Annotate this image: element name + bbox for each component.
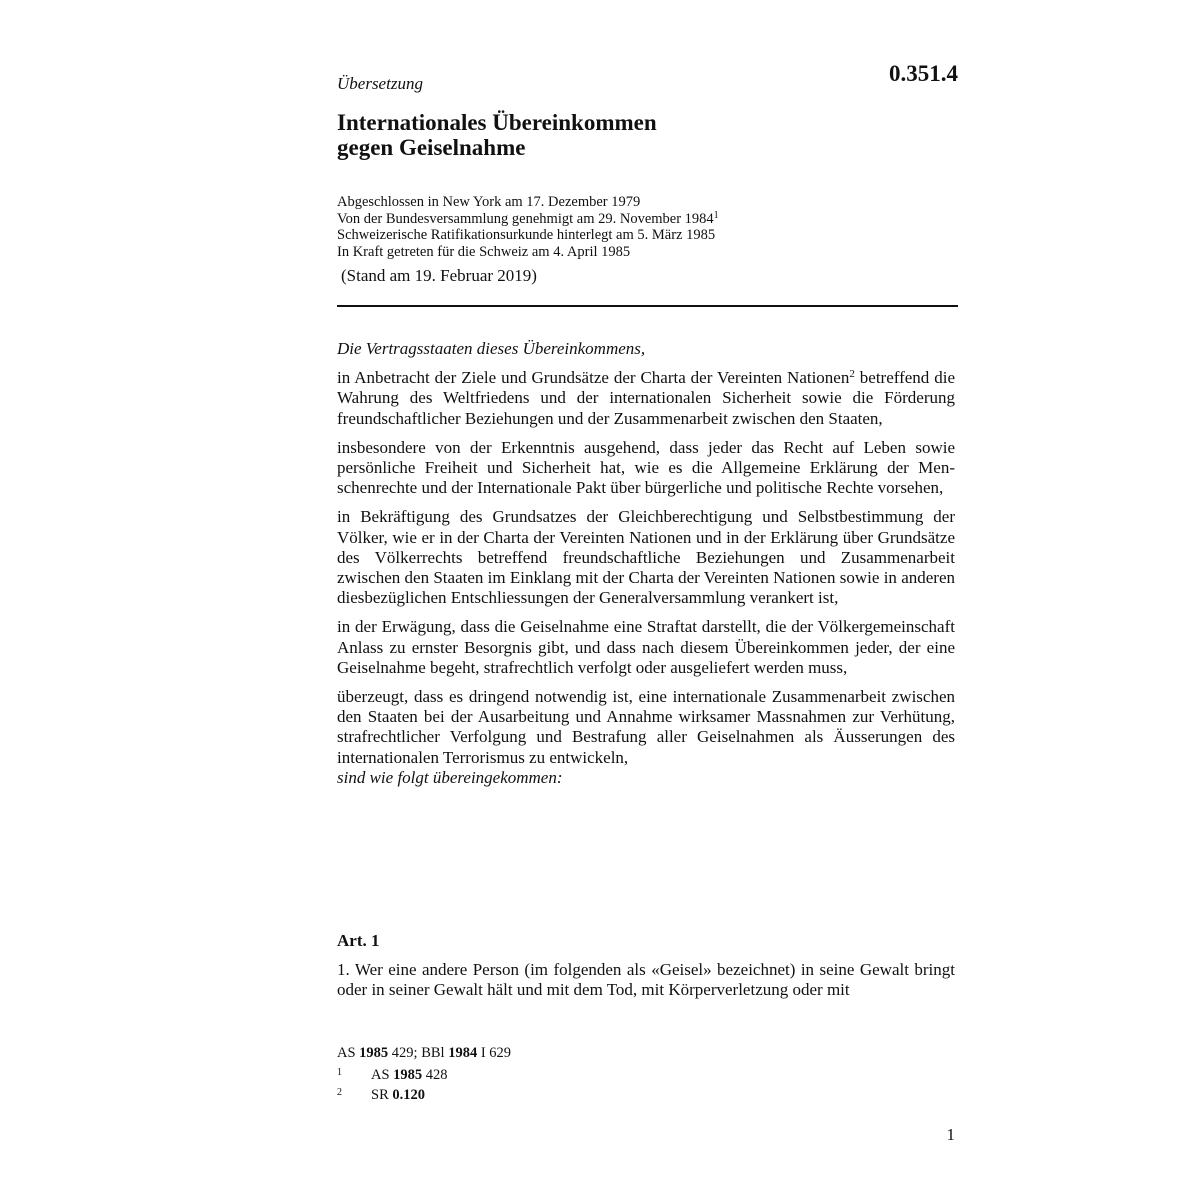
footnote-2-label: SR xyxy=(371,1087,393,1103)
in-force-date: In Kraft getreten für die Schweiz am 4. April 1985 xyxy=(337,243,631,260)
preamble-intro: Die Vertragsstaaten dieses Übereinkommens, xyxy=(337,339,646,358)
footnote-2-number: 2 xyxy=(337,1087,342,1098)
treaty-metadata xyxy=(337,194,957,260)
preamble-paragraph-5: überzeugt, dass es dringend notwendig ist, eine internationale Zusammenarbeit zwischen den Staaten bei der Ausarbeitung und Annahme wirksamer Massnahmen zur Verhütung, strafrechtlicher Verfolgung und Bestrafung aller Geiselnahmen als Äusserungen des internationalen Terrorismus zu entwickeln, xyxy=(337,687,955,767)
footnote-1 xyxy=(337,1064,957,1084)
article-1-paragraph-1: 1. Wer eine andere Person (im folgenden als «Geisel» bezeichnet) in seine Gewalt bringt oder in seiner Gewalt hält und mit dem Tod, mit Körperverletzung oder mit xyxy=(337,960,955,1000)
footnote-ref-2[interactable]: 2 xyxy=(849,368,855,381)
source-as-label: AS xyxy=(337,1045,360,1061)
article-1-heading: Art. 1 xyxy=(337,931,380,950)
footnote-1-year: 1985 xyxy=(393,1067,423,1083)
document-title xyxy=(337,110,957,160)
footnote-1-label: AS xyxy=(371,1067,394,1083)
approval-date xyxy=(337,211,957,228)
source-as-page: 429; BBl xyxy=(388,1045,449,1061)
preamble-closing: sind wie folgt übereingekommen: xyxy=(337,767,563,787)
source-bbl-year: 1984 xyxy=(448,1045,478,1061)
source-reference xyxy=(337,1045,957,1062)
concluded-date: Abgeschlossen in New York am 17. Dezember 1979 xyxy=(337,194,641,210)
preamble xyxy=(337,339,955,788)
footnote-ref-1[interactable]: 1 xyxy=(713,209,719,221)
footnote-1-page: 428 xyxy=(422,1067,448,1083)
preamble-paragraph-2: insbesondere von der Erkenntnis ausgehend, dass jeder das Recht auf Leben sowie persönliche Freiheit und Sicherheit hat, wie es die Allgemeine Erklärung der Menschenrechte und der Internationale Pakt über bürgerliche und politische Rechte vorsehen, xyxy=(337,437,955,498)
page-number: 1 xyxy=(946,1125,955,1144)
source-as-year: 1985 xyxy=(359,1045,389,1061)
document-title-line-1: Internationales Übereinkommen xyxy=(337,110,657,135)
document-title-line-2: gegen Geiselnahme xyxy=(337,135,526,160)
sr-number: 0.351.4 xyxy=(889,61,958,86)
preamble-paragraph-1 xyxy=(337,368,955,429)
footnotes xyxy=(337,1045,957,1104)
preamble-paragraph-1-part-b: betreffend die Wahrung des Weltfriedens und der internationalen Sicherheit sowie die Förderung freundschaftlicher Beziehungen und der Zusammenarbeit zwischen den Staaten, xyxy=(337,368,955,428)
footnote-1-number: 1 xyxy=(337,1067,342,1078)
footnote-2 xyxy=(337,1084,957,1104)
ratification-date: Schweizerische Ratifikationsurkunde hinterlegt am 5. März 1985 xyxy=(337,227,716,243)
status-date: (Stand am 19. Februar 2019) xyxy=(341,266,537,285)
footnote-2-ref[interactable]: 0.120 xyxy=(392,1087,425,1103)
preamble-paragraph-4: in der Erwägung, dass die Geiselnahme eine Straftat darstellt, die der Völkergemeinschaft Anlass zu ernster Besorgnis gibt, und dass nach diesem Übereinkommen jeder, der eine Geiselnahme begeht, strafrechtlich verfolgt oder ausgeliefert werden muss, xyxy=(337,617,955,677)
preamble-paragraph-3: in Bekräftigung des Grundsatzes der Gleichberechtigung und Selbstbestimmung der Völker, wie er in der Charta der Vereinten Nationen und in der Erklärung über Grundsätze des Völkerrechts betreffend freundschaftliche Beziehungen und Zusammenarbeit zwischen den Staaten im Einklang mit der Charta der Vereinten Nationen sowie in anderen diesbezüglichen Entschliessungen der Generalversammlung verankert ist, xyxy=(337,507,955,608)
approval-date-text: Von der Bundesversammlung genehmigt am 29. November 1984 xyxy=(337,210,714,227)
translation-label: Übersetzung xyxy=(337,74,423,93)
source-bbl-page: I 629 xyxy=(477,1045,512,1061)
preamble-paragraph-1-part-a: in Anbetracht der Ziele und Grundsätze der Charta der Vereinten Nationen xyxy=(337,368,850,388)
header-divider xyxy=(337,305,958,307)
